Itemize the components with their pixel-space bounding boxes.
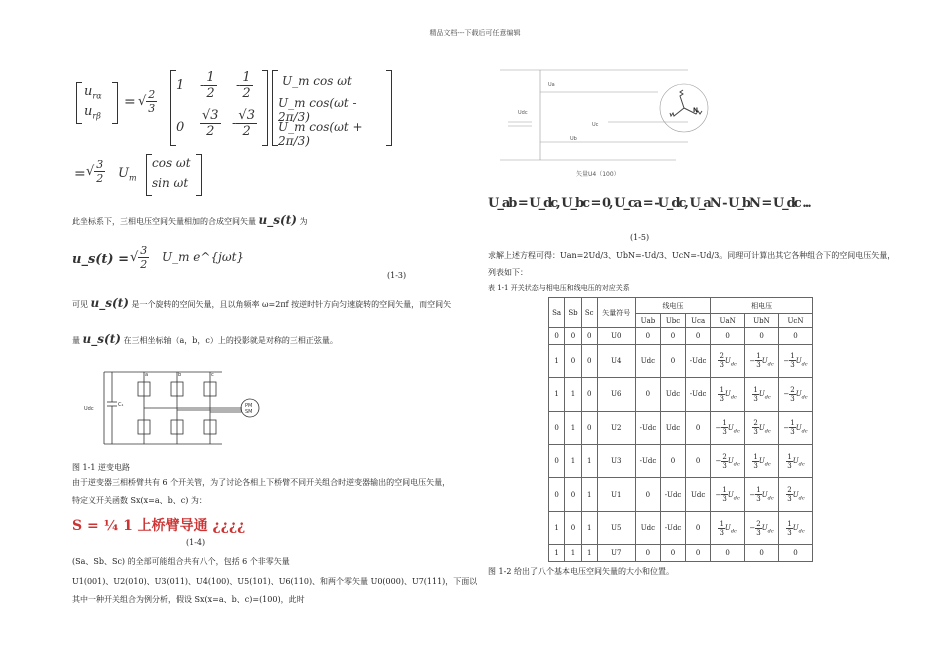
- svg-text:Udc: Udc: [84, 406, 94, 412]
- table-cell: Udc: [635, 511, 660, 544]
- header-line-voltage: 线电压: [635, 298, 710, 314]
- header-sc: Sc: [581, 298, 597, 328]
- svg-text:a: a: [145, 372, 149, 378]
- table-cell: 0: [581, 378, 597, 411]
- table-cell: [745, 411, 779, 444]
- table-cell: 1: [565, 444, 582, 477]
- vector-c-component: U_m cos(ωt + 2π/3): [278, 120, 363, 148]
- table-1-1-caption: 表 1-1 开关状态与相电压和线电压的对应关系: [488, 284, 630, 292]
- paragraph-projection: 量 u_s(t) 在三相坐标轴（a，b，c）上的投影就是对称的三相正弦量。: [72, 332, 338, 346]
- header-phase-voltage: 相电压: [711, 298, 813, 314]
- page-header: 精品文档---下载后可任意编辑: [429, 29, 521, 37]
- table-cell: 0: [779, 545, 813, 562]
- phase-voltage-fraction: $\frac{1}{3}$ $U_{dc}$: [719, 519, 737, 537]
- table-cell: 1: [565, 411, 582, 444]
- phase-voltage-fraction: − $\frac{1}{3}$ $U_{dc}$: [715, 419, 740, 437]
- paragraph-rotating-vector: 可见 u_s(t) 是一个旋转的空间矢量，且以角频率 ω=2πf 按逆时针方向匀速旋转的空间矢量，而空间矢: [72, 296, 452, 310]
- table-cell: U1: [597, 478, 635, 511]
- table-cell: 0: [686, 545, 711, 562]
- table-cell: U0: [597, 328, 635, 345]
- table-cell: 0: [565, 328, 582, 345]
- table-row: [549, 478, 813, 511]
- table-row: [549, 328, 813, 345]
- equation-number-1-3: (1-3): [387, 271, 407, 280]
- vector-b-component: U_m cos(ωt - 2π/3): [278, 96, 357, 124]
- table-cell: 0: [686, 444, 711, 477]
- paragraph-figure-1-2: 图 1-2 给出了八个基本电压空间矢量的大小和位置。: [488, 567, 674, 576]
- table-cell: [711, 378, 745, 411]
- table-cell: 0: [549, 411, 565, 444]
- phase-voltage-fraction: − $\frac{1}{3}$ $U_{dc}$: [749, 486, 774, 504]
- table-cell: 0: [549, 478, 565, 511]
- equation-1-3: u_s(t) = √ $\frac{3}{2}$ U_m e^{jωt}: [72, 244, 245, 271]
- phase-voltage-fraction: − $\frac{1}{3}$ $U_{dc}$: [749, 352, 774, 370]
- header-uab: Uab: [635, 314, 660, 328]
- phase-voltage-fraction: − $\frac{1}{3}$ $U_{dc}$: [783, 419, 808, 437]
- table-cell: Udc: [635, 344, 660, 377]
- table-cell: [711, 511, 745, 544]
- phase-voltage-fraction: $\frac{1}{3}$ $U_{dc}$: [787, 452, 805, 470]
- header-uan: UaN: [711, 314, 745, 328]
- table-cell: 0: [686, 511, 711, 544]
- table-cell: -Udc: [686, 378, 711, 411]
- equation-1-1: $u_{r\alpha}$ $u_{r\beta}$ = √ $\frac{2}{3}$ 1 - $\frac{1}{2}$ - $\frac{1}{2}$ 0 $\frac{√3}{2}$ - $\frac{√3}{2}$ U_m cos ωt U_m cos(ωt - 2π/3) U_m cos(ωt + 2π/3): [72, 70, 392, 148]
- phase-voltage-fraction: $\frac{1}{3}$ $U_{dc}$: [719, 385, 737, 403]
- table-cell: [779, 478, 813, 511]
- table-cell: 0: [565, 344, 582, 377]
- table-cell: [711, 344, 745, 377]
- table-cell: 1: [581, 545, 597, 562]
- table-cell: Udc: [660, 411, 685, 444]
- table-cell: [745, 511, 779, 544]
- table-cell: 0: [660, 328, 685, 345]
- equation-number-1-5: (1-5): [630, 233, 650, 242]
- vector-u4-diagram: [488, 62, 728, 180]
- phase-voltage-fraction: − $\frac{2}{3}$ $U_{dc}$: [749, 519, 774, 537]
- phase-voltage-fraction: $\frac{2}{3}$ $U_{dc}$: [787, 486, 805, 504]
- table-cell: 0: [635, 378, 660, 411]
- table-cell: U6: [597, 378, 635, 411]
- table-cell: 1: [565, 545, 582, 562]
- table-cell: [711, 444, 745, 477]
- table-cell: [745, 344, 779, 377]
- svg-text:Ua: Ua: [548, 82, 555, 88]
- table-cell: 0: [711, 328, 745, 345]
- table-cell: 0: [635, 478, 660, 511]
- svg-text:Uc: Uc: [592, 122, 599, 128]
- table-cell: U2: [597, 411, 635, 444]
- table-cell: 0: [565, 511, 582, 544]
- table-cell: 0: [635, 328, 660, 345]
- phase-voltage-fraction: − $\frac{1}{3}$ $U_{dc}$: [783, 352, 808, 370]
- equation-1-4-garbled: S = ¼ 1 上桥臂导通 ¿¿¿¿: [72, 518, 246, 534]
- table-cell: -Udc: [635, 411, 660, 444]
- svg-text:Udc: Udc: [518, 110, 528, 116]
- table-cell: 0: [635, 545, 660, 562]
- table-cell: U5: [597, 511, 635, 544]
- paragraph-vector-list: U1(001)、U2(010)、U3(011)、U4(100)、U5(101)、U6(110)、和两个零矢量 U0(000)、U7(111)，下面以: [72, 577, 478, 586]
- svg-text:Ub: Ub: [570, 136, 577, 142]
- table-cell: 1: [549, 344, 565, 377]
- phase-voltage-fraction: $\frac{1}{3}$ $U_{dc}$: [753, 385, 771, 403]
- table-cell: 0: [581, 328, 597, 345]
- header-vector-symbol: 矢量符号: [597, 298, 635, 328]
- header-ubn: UbN: [745, 314, 779, 328]
- table-cell: 0: [549, 444, 565, 477]
- svg-text:c: c: [211, 372, 214, 378]
- table-cell: 0: [686, 328, 711, 345]
- table-cell: 1: [565, 378, 582, 411]
- header-sb: Sb: [565, 298, 582, 328]
- paragraph-list-intro: 列表如下：: [488, 268, 528, 277]
- table-cell: 0: [581, 411, 597, 444]
- table-cell: -Udc: [660, 478, 685, 511]
- table-cell: 0: [660, 444, 685, 477]
- header-uca: Uca: [686, 314, 711, 328]
- svg-text:b: b: [178, 372, 182, 378]
- table-row: [549, 378, 813, 411]
- table-cell: 0: [745, 545, 779, 562]
- equation-1-2: = √ $\frac{3}{2}$ $U_m$ cos ωt sin ωt: [72, 152, 212, 196]
- table-cell: 1: [581, 444, 597, 477]
- table-row: [549, 444, 813, 477]
- paragraph-solution: 求解上述方程可得：Uan=2Ud/3、UbN=-Ud/3、UcN=-Ud/3。同理可计算出其它各种组合下的空间电压矢量，: [488, 251, 896, 260]
- phase-voltage-fraction: − $\frac{1}{3}$ $U_{dc}$: [715, 486, 740, 504]
- table-cell: U3: [597, 444, 635, 477]
- table-cell: 0: [660, 344, 685, 377]
- table-cell: 0: [581, 344, 597, 377]
- figure-1-1-caption: 图 1-1 逆变电路: [72, 463, 130, 472]
- table-cell: 1: [581, 511, 597, 544]
- header-sa: Sa: [549, 298, 565, 328]
- header-ubc: Ubc: [660, 314, 685, 328]
- table-cell: -Udc: [660, 511, 685, 544]
- svg-text:N: N: [693, 107, 699, 114]
- table-cell: [745, 378, 779, 411]
- table-cell: [779, 378, 813, 411]
- equation-1-5-garbled: U_ab = U_dc, U_bc = 0, U_ca = -U_dc, U_aN - U_bN = U_dc ...: [488, 196, 810, 211]
- table-cell: 0: [711, 545, 745, 562]
- table-cell: U7: [597, 545, 635, 562]
- vector-a-component: U_m cos ωt: [282, 74, 352, 88]
- table-cell: Udc: [686, 478, 711, 511]
- svg-text:矢量U4（100）: 矢量U4（100）: [576, 171, 620, 178]
- paragraph-switch-count: 由于逆变器三相桥臂共有 6 个开关管，为了讨论各相上下桥臂不同开关组合时逆变器输出的空间电压矢量，: [72, 478, 451, 487]
- svg-text:SM: SM: [245, 409, 253, 415]
- table-cell: 1: [581, 478, 597, 511]
- table-cell: [711, 411, 745, 444]
- table-cell: [745, 478, 779, 511]
- table-cell: 0: [686, 411, 711, 444]
- table-cell: [779, 444, 813, 477]
- phase-voltage-fraction: $\frac{2}{3}$ $U_{dc}$: [753, 419, 771, 437]
- phase-voltage-fraction: $\frac{1}{3}$ $U_{dc}$: [787, 519, 805, 537]
- svg-text:C₁: C₁: [118, 402, 124, 408]
- table-cell: [779, 344, 813, 377]
- table-cell: [711, 478, 745, 511]
- paragraph-example: 其中一种开关组合为例分析，假设 Sx(x=a、b、c)=(100)，此时: [72, 595, 305, 604]
- table-cell: 1: [549, 378, 565, 411]
- table-cell: 0: [779, 328, 813, 345]
- table-cell: 0: [745, 328, 779, 345]
- table-cell: 0: [660, 545, 685, 562]
- table-cell: 1: [549, 545, 565, 562]
- paragraph-resultant-vector: 此坐标系下，三相电压空间矢量相加的合成空间矢量 u_s(t) 为: [72, 213, 308, 227]
- table-cell: U4: [597, 344, 635, 377]
- inverter-circuit-diagram: [82, 364, 272, 452]
- phase-voltage-fraction: $\frac{1}{3}$ $U_{dc}$: [753, 452, 771, 470]
- paragraph-switch-function: 特定义开关函数 Sx(x=a、b、c) 为：: [72, 496, 207, 505]
- table-row: [549, 411, 813, 444]
- table-cell: 0: [549, 328, 565, 345]
- phase-voltage-fraction: − $\frac{2}{3}$ $U_{dc}$: [783, 385, 808, 403]
- table-cell: [745, 444, 779, 477]
- table-row: [549, 545, 813, 562]
- table-cell: [779, 411, 813, 444]
- table-cell: -Udc: [635, 444, 660, 477]
- table-cell: [779, 511, 813, 544]
- phase-voltage-fraction: − $\frac{2}{3}$ $U_{dc}$: [715, 452, 740, 470]
- table-cell: 0: [565, 478, 582, 511]
- phase-voltage-fraction: $\frac{2}{3}$ $U_{dc}$: [719, 352, 737, 370]
- table-cell: -Udc: [686, 344, 711, 377]
- table-row: [549, 344, 813, 377]
- svg-text:PM: PM: [245, 403, 253, 409]
- table-cell: Udc: [660, 378, 685, 411]
- equation-number-1-4: (1-4): [186, 538, 206, 547]
- switch-state-table: [548, 297, 813, 562]
- paragraph-combinations: (Sa、Sb、Sc) 的全部可能组合共有八个，包括 6 个非零矢量: [72, 557, 290, 566]
- table-row: [549, 511, 813, 544]
- header-ucn: UcN: [779, 314, 813, 328]
- table-cell: 1: [549, 511, 565, 544]
